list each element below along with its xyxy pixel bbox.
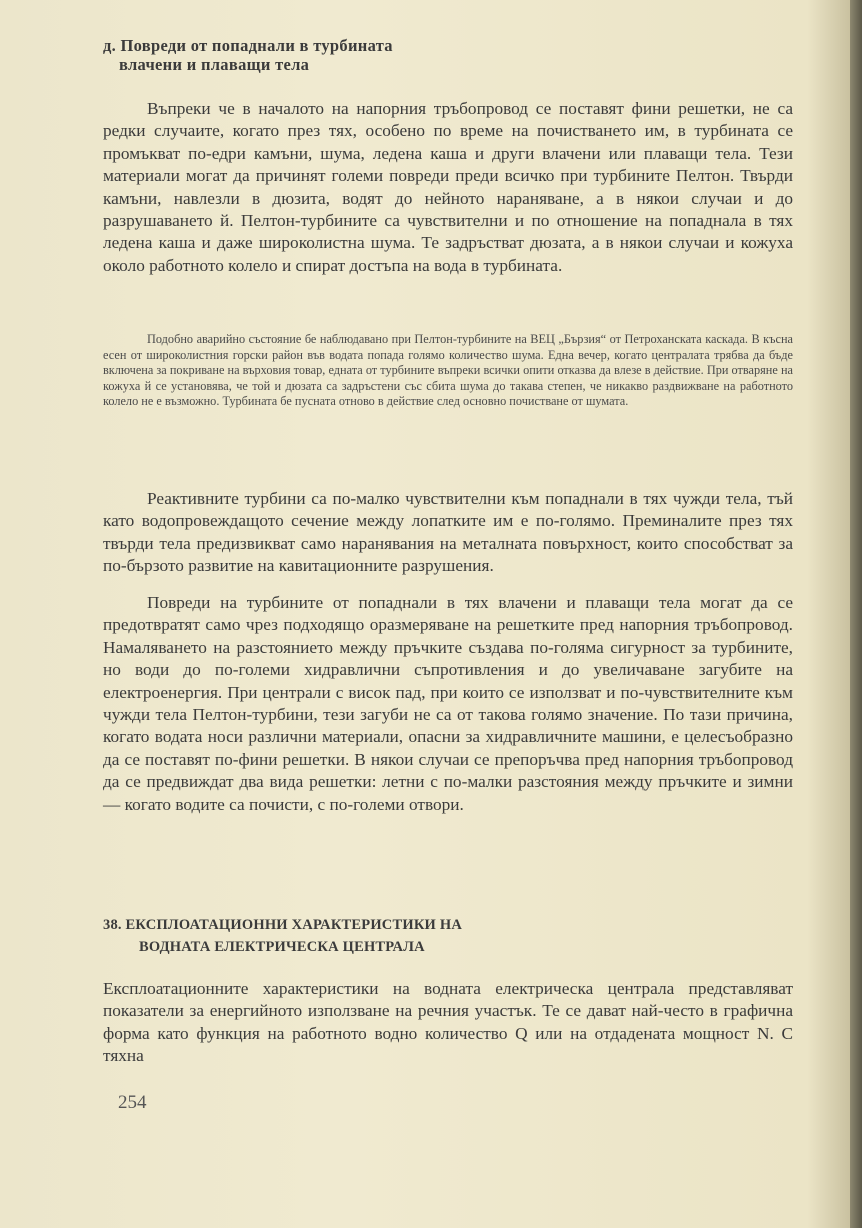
example-note: Подобно аварийно състояние бе наблюдавано при Пелтон-турбините на ВЕЦ „Бързия“ от Петроханската каскада. В късна есен от широколистния горски район във водата попада голямо количество шума. Една вечер, когато централата трябва да бъде включена за покриване на върховия товар, едната от турбините въпреки всички опити отказва да влезе в действие. При отваряне на кожуха й се установява, че той и дюзата са задръстени със сбита шума до такава степен, че никакво раздвижване на работното колело не е възможно. Турбината бе пусната отново в действие след основно почистване от шумата. bbox=[103, 332, 793, 409]
paragraph-2: Реактивните турбини са по-малко чувствителни към попаднали в тях чужди тела, тъй като водопровеждащото сечение между лопатките им е по-голямо. Преминалите през тях твърди тела предизвикват само наранявания на металната повърхност, които способстват за по-бързото развитие на кавитационните разрушения. bbox=[103, 489, 793, 576]
subsection-heading-line2: влачени и плаващи тела bbox=[119, 55, 310, 74]
section-heading bbox=[103, 914, 793, 958]
page-number: 254 bbox=[118, 1092, 147, 1113]
paragraph-1: Въпреки че в началото на напорния тръбопровод се поставят фини решетки, не са редки случаите, когато през тях, особено по време на почистването им, в турбината се промъкват по-едри камъни, шума, ледена каша и други влачени или плаващи тела. Тези материали могат да причинят големи повреди преди всичко при турбините Пелтон. Твърди камъни, навлезли в дюзита, водят до нейното нараняване, а в някои случаи и до разрушаването й. Пелтон-турбините са чувствителни и по отношение на попаднала в тях ледена каша и даже широколистна шума. Те задръстват дюзата, а в някои случаи и кожуха около работното колело и спират достъпа на вода в турбината. bbox=[103, 99, 793, 275]
section-heading-line2: ВОДНАТА ЕЛЕКТРИЧЕСКА ЦЕНТРАЛА bbox=[139, 939, 425, 955]
paragraph-4: Експлоатационните характеристики на водната електрическа централа представляват показатели за енергийното използване на речния участък. Те се дават най-често в графична форма като функция на работното водно количество Q или на отдадената мощност N. С тяхна bbox=[103, 979, 793, 1066]
paragraph-3: Повреди на турбините от попаднали в тях влачени и плаващи тела могат да се предотвратят само чрез подходящо оразмеряване на решетките пред напорния тръбопровод. Намаляването на разстоянието между пръчките създава по-голяма сигурност за турбините, но води до по-големи хидравлични съпротивления и до увеличаване загубите на електроенергия. При централи с висок пад, при които се използват и по-чувствителните към чужди тела Пелтон-турбини, тези загуби не са от такова голямо значение. По тази причина, когато водата носи различни материали, опасни за хидравличните машини, е целесъобразно да се поставят по-фини решетки. В някои случаи се препоръчва пред напорния тръбопровод да се предвиждат два вида решетки: летни с по-малки разстояния между пръчките и зимни — когато водите са почисти, с по-големи отвори. bbox=[103, 593, 793, 814]
subsection-heading bbox=[103, 36, 793, 74]
subsection-heading-line1: д. Повреди от попаднали в турбината bbox=[103, 36, 393, 55]
page-edge bbox=[850, 0, 862, 1228]
section-heading-line1: 38. ЕКСПЛОАТАЦИОННИ ХАРАКТЕРИСТИКИ НА bbox=[103, 917, 462, 933]
